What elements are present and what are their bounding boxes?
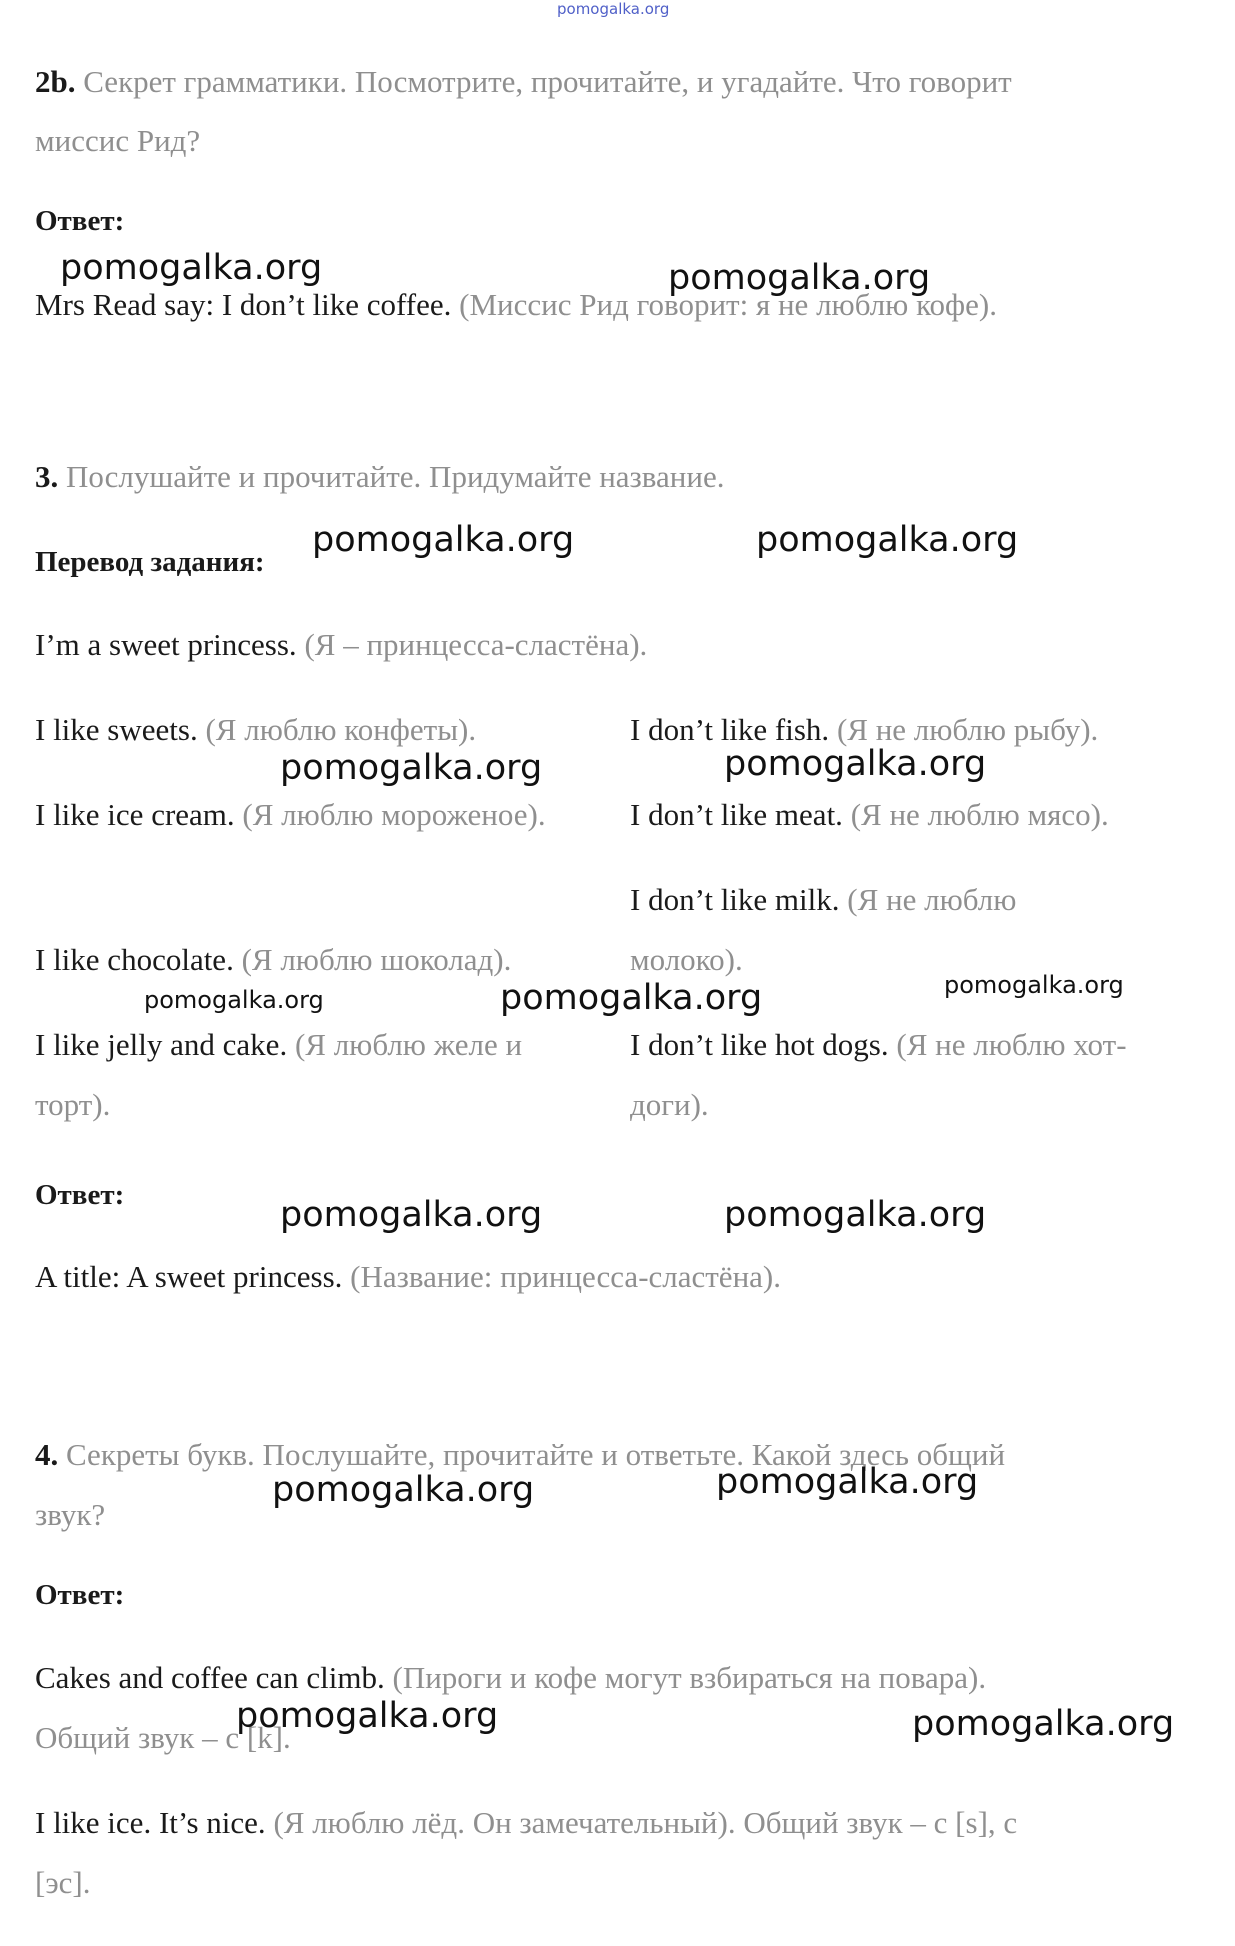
watermark: pomogalka.org <box>716 1462 979 1502</box>
left-line-3-ru: (Я люблю шоколад). <box>241 942 512 977</box>
left-line-1-ru: (Я люблю конфеты). <box>205 712 477 747</box>
task-3-answer <box>35 1247 781 1307</box>
left-line-2-en: I like ice cream. <box>35 797 235 832</box>
watermark: pomogalka.org <box>668 258 931 298</box>
right-line-4-en: I don’t like hot dogs. <box>630 1027 889 1062</box>
task-3-left-line-4 <box>35 1015 595 1135</box>
site-header[interactable]: pomogalka.org <box>557 0 670 18</box>
task-3-intro-ru: (Я – принцесса-сластёна). <box>304 627 648 662</box>
task-3-intro-en: I’m a sweet princess. <box>35 627 297 662</box>
watermark: pomogalka.org <box>724 1195 987 1235</box>
task-4-line1-en: Cakes and coffee can climb. <box>35 1660 385 1695</box>
task-3-answer-ru: (Название: принцесса-сластёна). <box>350 1259 781 1294</box>
task-4-answer-line1 <box>35 1648 986 1708</box>
task-4-answer-line2 <box>35 1793 1017 1853</box>
task-2b-prompt-line2: миссис Рид? <box>35 123 201 158</box>
watermark: pomogalka.org <box>236 1696 499 1736</box>
watermark: pomogalka.org <box>272 1470 535 1510</box>
right-line-2-ru: (Я не люблю мясо). <box>850 797 1109 832</box>
task-4-prompt-line1: Секреты букв. Послушайте, прочитайте и ответьте. Какой здесь общий <box>66 1437 1006 1472</box>
left-line-2-ru: (Я люблю мороженое). <box>242 797 546 832</box>
task-4-prompt-line2: звук? <box>35 1497 106 1532</box>
task-3-answer-en: A title: A sweet princess. <box>35 1259 343 1294</box>
task-3-prompt <box>35 447 724 507</box>
right-line-1-en: I don’t like fish. <box>630 712 830 747</box>
task-4-line1-ru: (Пироги и кофе могут взбираться на повара). <box>392 1660 987 1695</box>
watermark: pomogalka.org <box>280 748 543 788</box>
task-3-left-line-2 <box>35 785 595 845</box>
watermark: pomogalka.org <box>500 978 763 1018</box>
watermark: pomogalka.org <box>724 744 987 784</box>
task-3-answer-label: Ответ: <box>35 1179 125 1211</box>
task-3-right-line-4 <box>630 1015 1200 1135</box>
right-line-2-en: I don’t like meat. <box>630 797 843 832</box>
watermark: pomogalka.org <box>280 1195 543 1235</box>
task-3-prompt-text: Послушайте и прочитайте. Придумайте название. <box>66 459 725 494</box>
task-3-translation-label: Перевод задания: <box>35 546 265 578</box>
right-line-1-ru: (Я не люблю рыбу). <box>836 712 1099 747</box>
task-2b-prompt <box>35 52 1012 112</box>
task-4-line1-sound: Общий звук – c [k]. <box>35 1720 291 1755</box>
right-line-4-ru: (Я не люблю хот-доги). <box>630 1027 1127 1122</box>
task-2b-prompt-line1: Секрет грамматики. Посмотрите, прочитайте, и угадайте. Что говорит <box>83 64 1012 99</box>
task-2b-answer-en: Mrs Read say: I don’t like coffee. <box>35 287 452 322</box>
watermark: pomogalka.org <box>312 520 575 560</box>
task-4-line2-en: I like ice. It’s nice. <box>35 1805 266 1840</box>
watermark: pomogalka.org <box>60 248 323 288</box>
task-4-line2-ru: (Я люблю лёд. Он замечательный). Общий звук – c [s], c <box>273 1805 1018 1840</box>
watermark: pomogalka.org <box>912 1704 1175 1744</box>
task-4-answer-label: Ответ: <box>35 1579 125 1611</box>
right-line-3-ru: (Я не люблю молоко). <box>630 882 1017 977</box>
task-3-right-line-2 <box>630 785 1200 845</box>
task-3-number: 3. <box>35 459 59 494</box>
watermark: pomogalka.org <box>756 520 1019 560</box>
task-2b-answer-label: Ответ: <box>35 205 125 237</box>
left-line-4-ru: (Я люблю желе и торт). <box>35 1027 523 1122</box>
task-2b-answer-ru: (Миссис Рид говорит: я не люблю кофе). <box>459 287 997 322</box>
right-line-3-en: I don’t like milk. <box>630 882 840 917</box>
task-2b-number: 2b. <box>35 64 76 99</box>
task-3-intro <box>35 615 647 675</box>
task-4-number: 4. <box>35 1437 59 1472</box>
left-line-1-en: I like sweets. <box>35 712 198 747</box>
left-line-4-en: I like jelly and cake. <box>35 1027 288 1062</box>
task-4-line2-ru-cont: [эс]. <box>35 1865 91 1900</box>
watermark: pomogalka.org <box>144 986 324 1014</box>
left-line-3-en: I like chocolate. <box>35 942 234 977</box>
watermark: pomogalka.org <box>944 971 1124 999</box>
